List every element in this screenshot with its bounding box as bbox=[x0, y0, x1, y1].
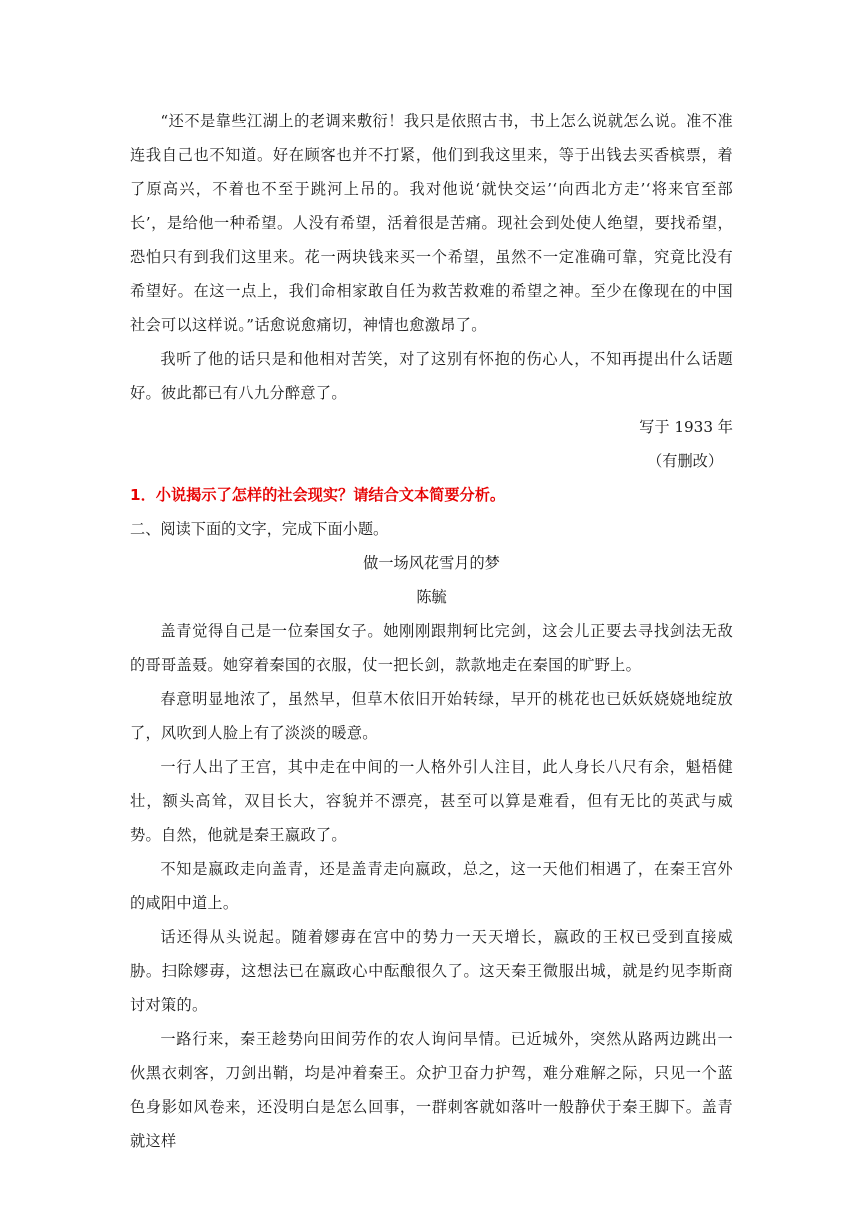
story-paragraph: 一行人出了王宫，其中走在中间的一人格外引人注目，此人身长八尺有余，魁梧健壮，额头高耸，双目长大，容貌并不漂亮，甚至可以算是难看，但有无比的英武与威势。自然，他就是秦王嬴政了。 bbox=[130, 758, 733, 844]
story-title: 做一场风花雪月的梦 bbox=[363, 554, 500, 572]
story-paragraph: 话还得从头说起。随着嫪毐在宫中的势力一天天增长，嬴政的王权已受到直接威胁。扫除嫪毐，这想法已在嬴政心中酝酿很久了。这天秦王微服出城，就是约见李斯商讨对策的。 bbox=[130, 928, 733, 1014]
section-heading: 二、阅读下面的文字，完成下面小题。 bbox=[130, 520, 389, 538]
story-paragraph: 一路行来，秦王趁势向田间劳作的农人询问旱情。已近城外，突然从路两边跳出一伙黑衣刺客，刀剑出鞘，均是冲着秦王。众护卫奋力护驾，难分难解之际，只见一个蓝色身影如风卷来，还没明白是怎么回事，一群刺客就如落叶一般静伏于秦王脚下。盖青就这样 bbox=[130, 1030, 733, 1150]
question-1: 1．小说揭示了怎样的社会现实？请结合文本简要分析。 bbox=[130, 486, 506, 504]
story-paragraph: 盖青觉得自己是一位秦国女子。她刚刚跟荆轲比完剑，这会儿正要去寻找剑法无敌的哥哥盖聂。她穿着秦国的衣服，仗一把长剑，款款地走在秦国的旷野上。 bbox=[130, 622, 733, 674]
story-paragraph: 不知是嬴政走向盖青，还是盖青走向嬴政，总之，这一天他们相遇了，在秦王宫外的咸阳中道上。 bbox=[130, 860, 733, 912]
story-author: 陈毓 bbox=[416, 588, 447, 606]
source-note: （有删改） bbox=[647, 452, 723, 470]
document-page bbox=[130, 104, 733, 1158]
story-paragraph: 春意明显地浓了，虽然早，但草木依旧开始转绿，早开的桃花也已妖妖娆娆地绽放了，风吹到人脸上有了淡淡的暖意。 bbox=[130, 690, 733, 742]
passage-paragraph: “还不是靠些江湖上的老调来敷衍！我只是依照古书，书上怎么说就怎么说。准不准连我自己也不知道。好在顾客也并不打紧，他们到我这里来，等于出钱去买香槟票，着了原高兴，不着也不至于跳河上吊的。我对他说‘就快交运’‘向西北方走’‘将来官至部长’，是给他一种希望。人没有希望，活着很是苦痛。现社会到处使人绝望，要找希望，恐怕只有到我们这里来。花一两块钱来买一个希望，虽然不一定准确可靠，究竟比没有希望好。在这一点上，我们命相家敢自任为救苦救难的希望之神。至少在像现在的中国社会可以这样说。”话愈说愈痛切，神情也愈激昂了。 bbox=[130, 112, 733, 334]
date-line: 写于 1933 年 bbox=[639, 418, 733, 436]
passage-paragraph: 我听了他的话只是和他相对苦笑，对了这别有怀抱的伤心人，不知再提出什么话题好。彼此都已有八九分醉意了。 bbox=[130, 350, 733, 402]
